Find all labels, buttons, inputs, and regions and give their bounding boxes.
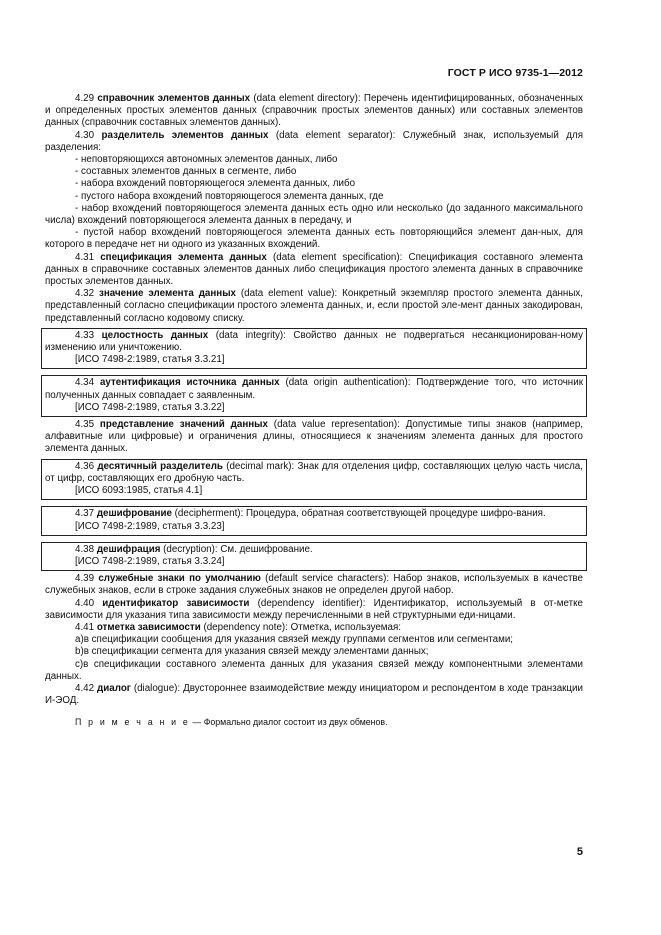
- entry-number: 4.34: [75, 377, 95, 389]
- list-item: c)в спецификации составного элемента данных для указания связей между компонентными элементами данных.: [45, 658, 583, 682]
- entry-text: (decipherment): Процедура, обратная соответствующей процедуре шифро-вания.: [171, 508, 546, 520]
- entry-4-42: [45, 683, 583, 707]
- list-item: b)в спецификации сегмента для указания связей между элементами данных;: [75, 646, 429, 658]
- entry-text: (data value representation): Допустимые типы знаков (например, алфавитные или цифровые) и ограничения длины, относящиеся к значениям элемента данных для простого элемента данных.: [45, 419, 583, 455]
- entry-number: 4.41: [75, 621, 95, 633]
- list-item: - пустого набора вхождений повторяющегося элемента данных, где: [75, 190, 384, 202]
- boxed-entry-4-33: [41, 328, 587, 370]
- entry-4-39: [45, 573, 583, 597]
- entry-reference: [ИСО 7498-2:1989, статья 3.3.23]: [75, 520, 225, 532]
- entry-number: 4.36: [75, 460, 95, 472]
- entry-term: значение элемента данных: [98, 288, 237, 300]
- list-item: - набора вхождений повторяющегося элемента данных, либо: [75, 178, 356, 190]
- entry-text: (dependency identifier): Идентификатор, используемый в от-метке зависимости для указания типа зависимости между перечисленными в ней структурными еди-ницами.: [45, 597, 583, 621]
- note: [45, 716, 583, 728]
- entry-text: (data element specification): Спецификация составного элемента данных в справочнике составных элементов данных либо спецификация простого элемента данных в справочнике простых элементов данных.: [45, 251, 583, 288]
- list-item: - неповторяющихся автономных элементов данных, либо: [75, 154, 338, 166]
- entry-4-41: [45, 622, 583, 634]
- note-label: П р и м е ч а н и е: [75, 717, 191, 728]
- entry-reference: [ИСО 7498-2:1989, статья 3.3.22]: [75, 401, 225, 413]
- entry-reference: [ИСО 7498-2:1989, статья 3.3.24]: [75, 555, 225, 567]
- entry-text: (data element separator): Служебный знак, используемый для разделения:: [45, 129, 583, 153]
- entry-4-30: [45, 130, 583, 154]
- document-header: ГОСТ Р ИСО 9735-1—2012: [447, 67, 583, 79]
- document-body: [45, 93, 583, 729]
- entry-number: 4.40: [75, 597, 95, 609]
- entry-text: (dependency note): Отметка, используемая:: [200, 621, 402, 633]
- entry-term: диалог: [97, 682, 131, 694]
- entry-text: (data element directory): Перечень идентифицированных, обозначенных и определенных простых элементов данных (справочник простых элементов данных) или составных элементов данных (справочник составных элементов данных).: [45, 93, 583, 129]
- entry-number: 4.42: [75, 682, 95, 694]
- list-item: a)в спецификации сообщения для указания связей между группами сегментов или сегментами;: [75, 634, 514, 646]
- entry-number: 4.33: [75, 329, 95, 341]
- entry-4-38: [45, 544, 583, 556]
- entry-4-40: [45, 598, 583, 622]
- entry-term: идентификатор зависимости: [102, 597, 250, 609]
- entry-number: 4.30: [75, 129, 95, 141]
- entry-term: спецификация элемента данных: [100, 251, 267, 263]
- note-text: — Формально диалог состоит из двух обменов.: [190, 717, 388, 728]
- entry-number: 4.35: [75, 419, 95, 431]
- entry-number: 4.38: [75, 543, 95, 555]
- entry-term: справочник элементов данных: [97, 93, 251, 104]
- entry-4-32: [45, 288, 583, 325]
- entry-term: отметка зависимости: [96, 621, 201, 633]
- entry-term: представление значений данных: [99, 419, 268, 431]
- entry-text: (decryption): См. дешифрование.: [160, 543, 313, 555]
- entry-text: (decimal mark): Знак для отделения цифр, составляющих целую часть числа, от цифр, составляющих его дробную часть.: [45, 460, 583, 484]
- entry-4-36: [45, 461, 583, 485]
- entry-text: (dialogue): Двустороннее взаимодействие между инициатором и респондентом в ходе транзакции И-ЭОД.: [45, 682, 583, 707]
- list-item: - набор вхождений повторяющегося элемента данных есть одно или несколько (до заданного максимального числа) вхождений повторяющегося элемента данных в передачу, и: [45, 202, 583, 227]
- entry-number: 4.39: [75, 573, 95, 585]
- entry-term: десятичный разделитель: [97, 460, 223, 472]
- entry-text: (default service characters): Набор знаков, используемых в качестве служебных знаков, если в строке задания служебных знаков не определен другой набор.: [45, 573, 583, 597]
- boxed-entry-4-37: [41, 506, 587, 535]
- entry-term: служебные знаки по умолчанию: [98, 573, 261, 585]
- entry-4-34: [45, 377, 583, 401]
- boxed-entry-4-34: [41, 375, 587, 417]
- entry-4-29: [45, 93, 583, 130]
- entry-text: (data element value): Конкретный экземпляр простого элемента данных, представленный согласно спецификации простого элемента данных, и, если простой эле-мент данных закодирован, представленный согласно кодовому списку.: [45, 288, 583, 324]
- entry-reference: [ИСО 6093:1985, статья 4.1]: [75, 485, 203, 497]
- entry-term: аутентификация источника данных: [99, 377, 280, 389]
- entry-term: разделитель элементов данных: [101, 129, 269, 141]
- page-number: 5: [576, 846, 583, 858]
- entry-term: дешифрация: [96, 543, 161, 555]
- entry-text: (data origin authentication): Подтверждение того, что источник полученных данных совпадает с заявленным.: [45, 377, 583, 401]
- entry-4-37: [45, 508, 583, 520]
- boxed-entry-4-38: [41, 542, 587, 571]
- entry-4-35: [45, 419, 583, 456]
- entry-term: целостность данных: [101, 329, 209, 341]
- boxed-entry-4-36: [41, 459, 587, 501]
- list-item: - пустой набор вхождений повторяющегося элемента данных есть повторяющийся элемент дан-ных, для которого в передаче нет ни одного из указанных вхождений.: [45, 227, 583, 251]
- entry-term: дешифрование: [96, 508, 172, 520]
- list-item: - составных элементов данных в сегменте, либо: [75, 166, 297, 178]
- entry-4-31: [45, 252, 583, 289]
- entry-reference: [ИСО 7498-2:1989, статья 3.3.21]: [75, 354, 225, 366]
- entry-text: (data integrity): Свойство данных не подвергаться несанкционирован-ному изменению или уничтожению.: [45, 329, 584, 354]
- entry-number: 4.29: [75, 93, 95, 104]
- entry-number: 4.32: [75, 288, 95, 300]
- entry-4-33: [45, 330, 583, 354]
- entry-number: 4.37: [75, 508, 95, 520]
- entry-number: 4.31: [75, 251, 95, 263]
